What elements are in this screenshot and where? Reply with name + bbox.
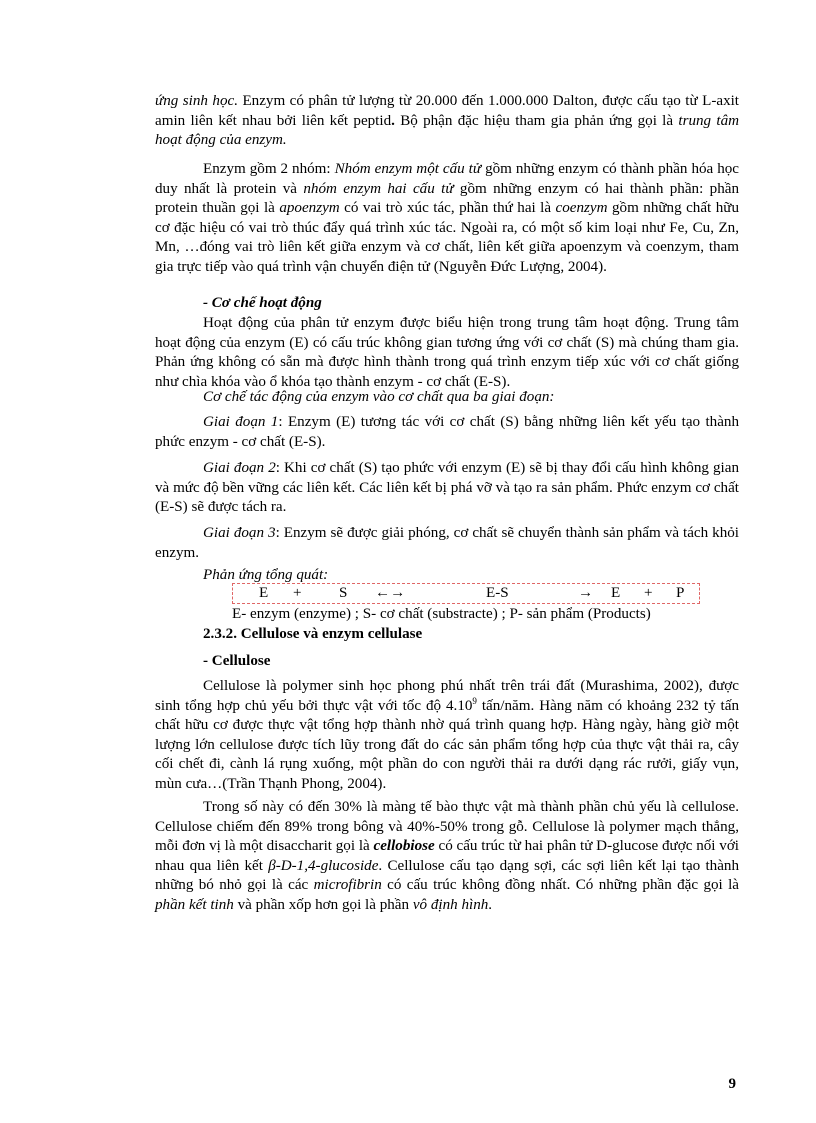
paragraph-enzyme-intro — [155, 92, 739, 151]
heading-mechanism: - Cơ chế hoạt động — [203, 295, 322, 311]
italic-text: ứng sinh học. — [155, 93, 238, 109]
text: có cấu trúc từ hai phân tử D-glucose được nối với nhau qua liên kết — [155, 838, 739, 874]
bold-period: . — [391, 112, 395, 129]
stage-label: Giai đoạn 2 — [203, 460, 276, 476]
italic-term: apoenzym — [279, 200, 340, 216]
equation-reversible-arrow: ←→ — [375, 585, 406, 601]
text: gồm những enzym có thành phần hóa học duy nhất là protein và — [155, 161, 739, 197]
reaction-title: Phản ứng tổng quát: — [203, 567, 329, 583]
equation-enzyme: E — [259, 585, 269, 601]
text: Trong số này có đến 30% là màng tế bào thực vật mà thành phần chủ yếu là cellulose. Cellulose chiếm đến 89% trong bông và 40%-50% trong gỗ. Cellulose là polymer mạch thẳng, mỗi đơn vị là một disaccharit gọi là — [155, 799, 739, 854]
text: và phần xốp hơn gọi là phần — [233, 896, 413, 913]
italic-term: phần kết tinh — [155, 896, 234, 913]
text: gồm những enzym có hai thành phần: phần protein thuần gọi là — [155, 180, 739, 216]
paragraph-stage-3 — [155, 524, 739, 563]
equation-enzyme-product: E — [611, 585, 621, 601]
text: có vai trò xúc tác, phần thứ hai là — [339, 200, 556, 216]
equation-arrow: → — [578, 585, 594, 601]
italic-term: coenzym — [555, 200, 608, 216]
bold-italic-term: cellobiose — [373, 838, 435, 854]
text: : Khi cơ chất (S) tạo phức với enzym (E) sẽ bị thay đổi cấu hình không gian và mức độ bền vững các liên kết. Các liên kết bị phá vỡ và tạo ra sản phẩm. Phức enzym cơ chất (E-S) sẽ được tách ra. — [155, 460, 739, 515]
paragraph-stage-2 — [155, 459, 739, 518]
equation-plus: + — [644, 585, 653, 601]
subheading-cellulose: - Cellulose — [203, 653, 271, 669]
equation-legend: E- enzym (enzyme) ; S- cơ chất (substracte) ; P- sản phẩm (Products) — [232, 606, 651, 622]
text: tấn/năm. Hàng năm có khoảng 232 tỷ tấn chất hữu cơ được thực vật tổng hợp thành nhờ quá trình quang hợp. Hàng ngày, hàng giờ một lượng lớn cellulose được tích lũy trong đất do các sản phẩm tổng hợp của thực vật thải ra, cây cối chết đi, cành lá rụng xuống, một phần do con người thải ra dưới dạng rác rưởi, giấy vụn, mùn cưa…(Trần Thạnh Phong, 2004). — [155, 697, 739, 792]
paragraph-cellulose-structure — [155, 798, 739, 915]
text: Cellulose là polymer sinh học phong phú nhất trên trái đất (Murashima, 2002), được sinh tổng hợp chủ yếu bởi thực vật với tốc độ 4.10 — [155, 678, 739, 714]
superscript: 9 — [472, 695, 477, 706]
text: Enzym có phân tử lượng từ 20.000 đến 1.000.000 Dalton, được cấu tạo từ L-axit amin liên kết nhau bởi liên kết peptid — [155, 93, 739, 129]
paragraph-enzyme-groups — [155, 160, 739, 277]
equation-substrate: S — [339, 585, 348, 601]
text: Enzym gồm 2 nhóm: — [203, 161, 335, 177]
page-number: 9 — [728, 1076, 736, 1092]
section-title: 2.3.2. Cellulose và enzym cellulase — [203, 626, 423, 642]
italic-term: Nhóm enzym một cấu tử — [334, 161, 482, 177]
text: . — [488, 896, 493, 913]
text: : Enzym (E) tương tác với cơ chất (S) bằng những liên kết yếu tạo thành phức enzym - cơ chất (E-S). — [155, 414, 739, 450]
paragraph-mechanism: Hoạt động của phân tử enzym được biểu hiện trong trung tâm hoạt động. Trung tâm hoạt động của enzym (E) có cấu trúc không gian tương ứng với cơ chất (S) mà chúng tham gia. Phản ứng không có sẵn mà được hình thành trong quá trình enzym tiếp xúc với cơ chất giống như chìa khóa vào ổ khóa tạo thành enzym - cơ chất (E-S). — [155, 315, 739, 390]
text: : Enzym sẽ được giải phóng, cơ chất sẽ chuyển thành sản phẩm và tách khỏi enzym. — [155, 525, 739, 561]
text: Bộ phận đặc hiệu tham gia phản ứng gọi là — [394, 112, 679, 129]
stage-label: Giai đoạn 3 — [203, 525, 276, 541]
equation-plus: + — [293, 585, 302, 601]
equation-product: P — [676, 585, 685, 601]
italic-term: nhóm enzym hai cấu tử — [303, 180, 454, 197]
italic-term: vô định hình — [412, 896, 489, 913]
stages-intro: Cơ chế tác động của enzym vào cơ chất qua ba giai đoạn: — [203, 389, 555, 405]
text: có cấu trúc không đồng nhất. Có những phần đặc gọi là — [381, 877, 739, 893]
text: gồm những chất hữu cơ đặc hiệu có vai trò thúc đẩy quá trình xúc tác. Ngoài ra, có một số kim loại như Fe, Cu, Zn, Mn, …đóng vai trò liên kết giữa enzym và cơ chất, liên kết giữa apoenzym và coenzym, tham gia trực tiếp vào quá trình vận chuyển điện tử (Nguyễn Đức Lượng, 2004). — [155, 200, 739, 275]
text: . Cellulose cấu tạo dạng sợi, các sợi liên kết lại tạo thành những bó nhỏ gọi là các — [155, 857, 739, 893]
italic-term: trung tâm hoạt động của enzym. — [155, 112, 740, 148]
italic-term: microfibrin — [313, 877, 382, 893]
paragraph-cellulose — [155, 677, 739, 794]
italic-term: β-D-1,4-glucoside — [268, 857, 379, 874]
stage-label: Giai đoạn 1 — [203, 414, 279, 430]
reaction-equation-box — [232, 583, 700, 604]
paragraph-stage-1 — [155, 413, 739, 452]
equation-complex: E-S — [486, 585, 509, 601]
